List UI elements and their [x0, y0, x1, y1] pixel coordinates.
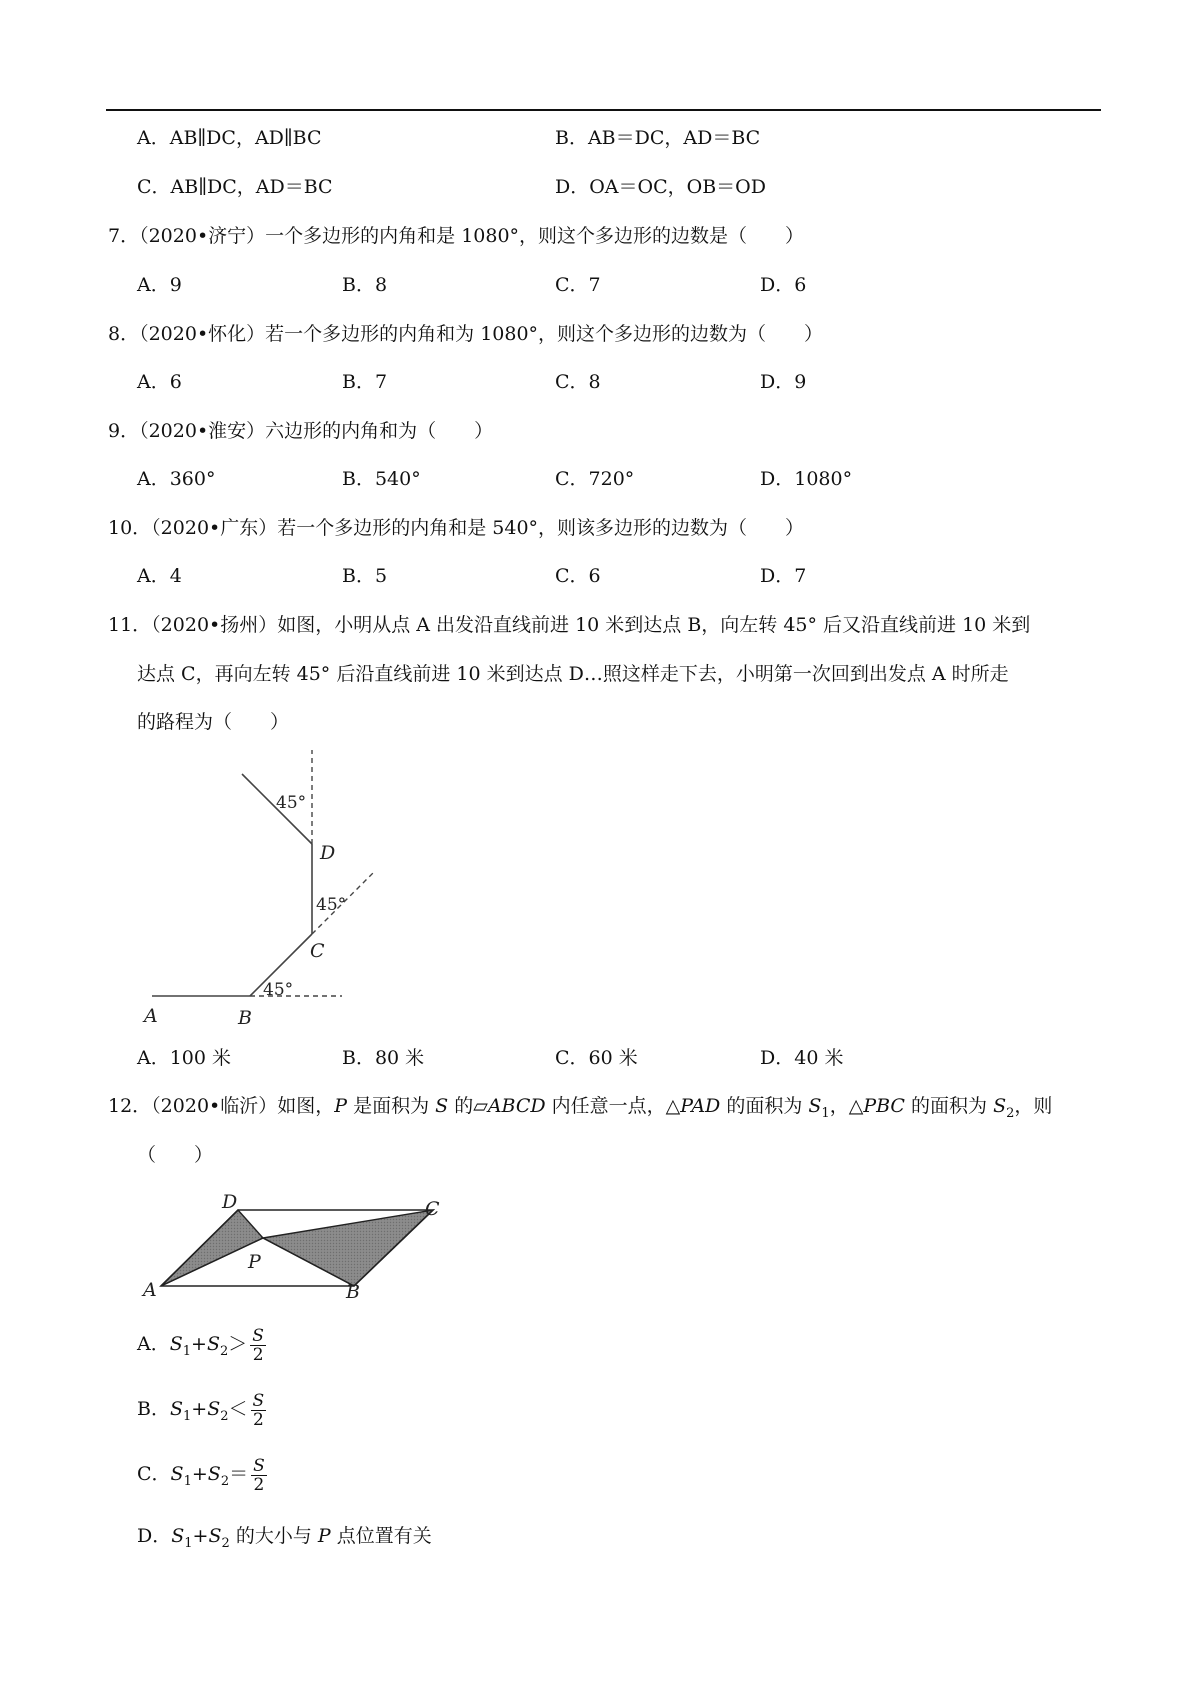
q12-label-p: P	[248, 1251, 261, 1273]
q9-option-b[interactable]: B．540°	[342, 468, 421, 490]
q11-label-a: A	[144, 1005, 158, 1027]
q7-stem: 7．（2020•济宁）一个多边形的内角和是 1080°，则这个多边形的边数是（ ）	[108, 225, 805, 247]
q7-option-b[interactable]: B．8	[342, 274, 388, 296]
q11-angle-b: 45°	[263, 980, 294, 1000]
q11-angle-c: 45°	[316, 895, 347, 915]
header-rule	[106, 109, 1101, 111]
q6-option-a[interactable]: A．AB∥DC，AD∥BC	[137, 127, 322, 149]
q12-label-c: C	[425, 1198, 440, 1220]
q12-label-b: B	[346, 1281, 360, 1298]
q9-option-c[interactable]: C．720°	[555, 468, 635, 490]
q10-stem: 10．（2020•广东）若一个多边形的内角和是 540°，则该多边形的边数为（ ）	[108, 517, 805, 539]
q9-stem: 9．（2020•淮安）六边形的内角和为（ ）	[108, 420, 494, 442]
q10-option-c[interactable]: C．6	[555, 565, 601, 587]
q11-label-d: D	[320, 842, 336, 864]
q11-stem-line2: 达点 C，再向左转 45° 后沿直线前进 10 米到达点 D…照这样走下去，小明第一次回到出发点 A 时所走	[137, 663, 1009, 685]
q12-option-a[interactable]: A．$S_1+S_2>$ $\frac{S}{2}$	[137, 1325, 264, 1365]
q12-option-c-fraction: $\frac{S}{2}$	[253, 1455, 265, 1495]
q11-option-b[interactable]: B．80 米	[342, 1047, 425, 1069]
q12-option-a-fraction: $\frac{S}{2}$	[252, 1325, 264, 1365]
q10-option-d[interactable]: D．7	[760, 565, 807, 587]
q8-option-a[interactable]: A．6	[137, 371, 182, 393]
q12-option-b-fraction: $\frac{S}{2}$	[252, 1390, 265, 1430]
q7-option-c[interactable]: C．7	[555, 274, 601, 296]
q8-option-c[interactable]: C．8	[555, 371, 601, 393]
q11-option-c[interactable]: C．60 米	[555, 1047, 638, 1069]
q12-option-d[interactable]: D．$S_1+S_2$ 的大小与 P 点位置有关	[137, 1525, 432, 1551]
q12-stem-line1: 12．（2020•临沂）如图，P 是面积为 S 的▱ABCD 内任意一点，△PAD 的面积为 $S_1$，△PBC 的面积为 $S_2$，则	[108, 1095, 1053, 1121]
q10-option-a[interactable]: A．4	[137, 565, 182, 587]
q12-option-c[interactable]: C．$S_1+S_2=$ $\frac{S}{2}$	[137, 1455, 265, 1495]
q8-stem: 8．（2020•怀化）若一个多边形的内角和为 1080°，则这个多边形的边数为（ ）	[108, 323, 824, 345]
q9-option-a[interactable]: A．360°	[137, 468, 216, 490]
q11-option-a[interactable]: A．100 米	[137, 1047, 232, 1069]
q11-path-figure	[130, 748, 400, 1030]
q6-option-c[interactable]: C．AB∥DC，AD＝BC	[137, 176, 333, 198]
q12-option-b[interactable]: B．$S_1+S_2<$ $\frac{S}{2}$	[137, 1390, 265, 1430]
q6-option-b[interactable]: B．AB＝DC，AD＝BC	[555, 127, 761, 149]
q12-parallelogram-figure	[140, 1188, 450, 1298]
q10-option-b[interactable]: B．5	[342, 565, 388, 587]
q8-option-b[interactable]: B．7	[342, 371, 388, 393]
q6-option-d[interactable]: D．OA＝OC，OB＝OD	[555, 176, 766, 198]
q11-stem-line3: 的路程为（ ）	[137, 711, 290, 733]
q9-option-d[interactable]: D．1080°	[760, 468, 853, 490]
q12-stem-line2: （ ）	[137, 1144, 214, 1166]
q8-option-d[interactable]: D．9	[760, 371, 807, 393]
q7-option-a[interactable]: A．9	[137, 274, 182, 296]
q11-angle-d: 45°	[276, 793, 307, 813]
q11-label-b: B	[238, 1007, 252, 1029]
q11-label-c: C	[310, 940, 325, 962]
q11-option-d[interactable]: D．40 米	[760, 1047, 844, 1069]
q12-triangle-pad	[161, 1210, 263, 1286]
q11-stem-line1: 11．（2020•扬州）如图，小明从点 A 出发沿直线前进 10 米到达点 B，向左转 45° 后又沿直线前进 10 米到	[108, 614, 1031, 636]
q7-option-d[interactable]: D．6	[760, 274, 807, 296]
q12-label-a: A	[143, 1279, 157, 1298]
q12-triangle-pbc	[263, 1210, 433, 1286]
q12-label-d: D	[222, 1191, 238, 1213]
